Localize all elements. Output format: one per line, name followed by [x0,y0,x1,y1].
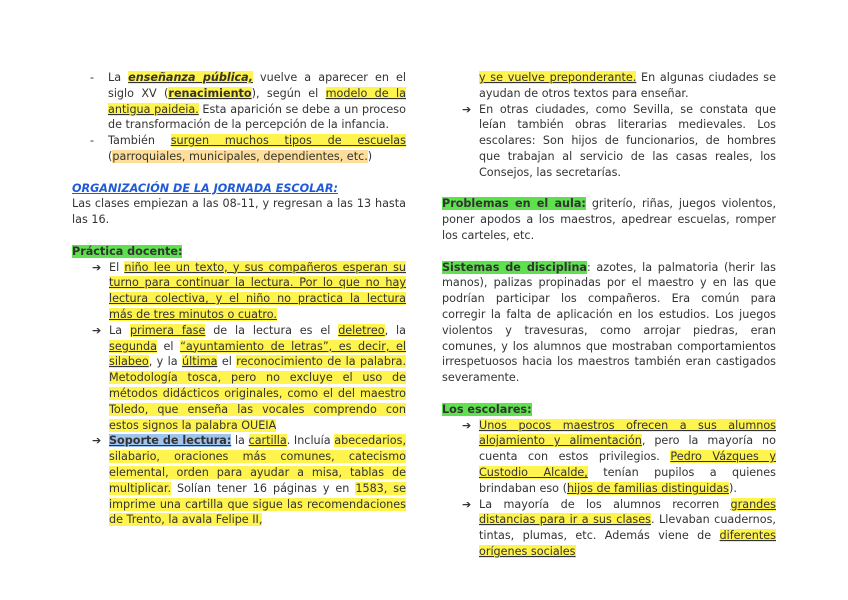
arrow-item-maestros: ➔ Unos pocos maestros ofrecen a sus alumnos alojamiento y alimentación, pero la mayoría no cuenta con estos privilegios. Pedro Vázques y Custodio Alcalde, tenían pupilos a quienes brindaban eso (hijos de familias distinguidas). [462,418,776,495]
jornada-text: Las clases empiezan a las 08-11, y regresan a las 13 hasta las 16. [72,197,406,227]
bullet-tipos-escuelas: - También surgen muchos tipos de escuelas (parroquiales, municipales, dependientes, etc.) [90,134,406,163]
escolares-heading: Los escolares: [442,402,532,416]
section-heading-jornada: ORGANIZACIÓN DE LA JORNADA ESCOLAR: [72,181,339,195]
highlight-ensenanza-publica: enseñanza pública, [128,71,253,84]
highlight-paideia: modelo de la antigua paideia. [108,86,406,116]
problemas-aula: Problemas en el aula: griterío, riñas, juegos violentos, poner apodos a los maestros, apedrear escuelas, romper los carteles, etc. [442,197,776,242]
arrow-icon: ➔ [462,102,472,116]
arrow-icon: ➔ [462,497,472,511]
highlight-tipos-escuelas: surgen muchos tipos de escuelas [170,134,406,148]
arrow-icon: ➔ [92,260,102,274]
left-column [72,70,406,528]
dash-marker: - [90,134,95,148]
right-column [442,70,776,560]
highlight-metodologia: reconocimiento de la palabra. Metodología tosca, pero no excluye el uso de métodos didácticos originales, como el del maestro Toledo, que enseña las vocales comprendo con estos signos la palabra OUEIA [109,355,407,432]
bullet-ensenanza-publica: - La enseñanza pública, vuelve a aparecer en el siglo XV (renacimiento), según el modelo de la antigua paideia. Esta aparición se debe a un proceso de transformación de la percepción de la infancia. [90,71,406,132]
sistemas-label: Sistemas de disciplina [442,260,587,274]
sistemas-disciplina: Sistemas de disciplina: azotes, la palmatoria (herir las manos), palizas propinadas por el maestro y en las que podrían participar los compañeros. Era común para corregir la falta de aplicación en los estudios. Los juegos violentos y travesuras, como arrojar piedras, eran comunes, y los alumnos que mostraban comportamientos irrespetuosos hacia los maestros también eran castigados severamente. [442,260,776,385]
arrow-icon: ➔ [462,418,472,432]
arrow-item-fases: ➔ La primera fase de la lectura es el deletreo, la segunda el “ayuntamiento de letras”, es decir, el silabeo, y la última el reconocimiento de la palabra. Metodología tosca, pero no excluye el uso de métodos didácticos originales, como el del maestro Toledo, que enseña las vocales comprendo con estos signos la palabra OUEIA [92,323,407,432]
highlight-renacimiento: renacimiento [168,86,252,100]
highlight-soporte-lectura: Soporte de lectura: [109,434,232,448]
arrow-item-sevilla: ➔ En otras ciudades, como Sevilla, se constata que leían también obras literarias medievales. Los escolares: Son hijos de funcionarios, de hombres que trabajan al servicio de las casas reales, los Consejos, las secretarías. [462,102,776,179]
continued-item: y se vuelve preponderante. En algunas ciudades se ayudan de otros textos para enseñar. [479,71,776,100]
highlight-parroquiales: parroquiales, municipales, dependientes, etc. [112,149,368,163]
arrow-icon: ➔ [92,323,102,337]
practica-docente-heading: Práctica docente: [72,244,183,258]
dash-marker: - [90,71,95,84]
arrow-item-lectura: ➔ El niño lee un texto, y sus compañeros esperan su turno para continuar la lectura. Por lo que no hay lectura colectiva, y el niño no practica la lectura más de tres minutos o cuatro. [92,260,406,321]
arrow-item-distancias: ➔ La mayoría de los alumnos recorren grandes distancias para ir a sus clases. Llevaban cuadernos, tintas, plumas, etc. Además viene de diferentes orígenes sociales [462,497,776,558]
arrow-item-soporte: ➔ Soporte de lectura: la cartilla. Incluía abecedarios, silabario, oraciones más comunes, catecismo elemental, orden para ayudar a misa, tablas de multiplicar. Solían tener 16 páginas y en 1583, se imprime una cartilla que sigue las recomendaciones de Trento, la avala Felipe II, [92,434,407,527]
highlight-nino-lee: niño lee un texto, y sus compañeros esperan su turno para continuar la lectura. Por lo que no hay lectura colectiva, y el niño no practica la lectura más de tres minutos o cuatro. [109,260,406,321]
problemas-label: Problemas en el aula: [442,197,586,211]
arrow-icon: ➔ [92,434,102,448]
